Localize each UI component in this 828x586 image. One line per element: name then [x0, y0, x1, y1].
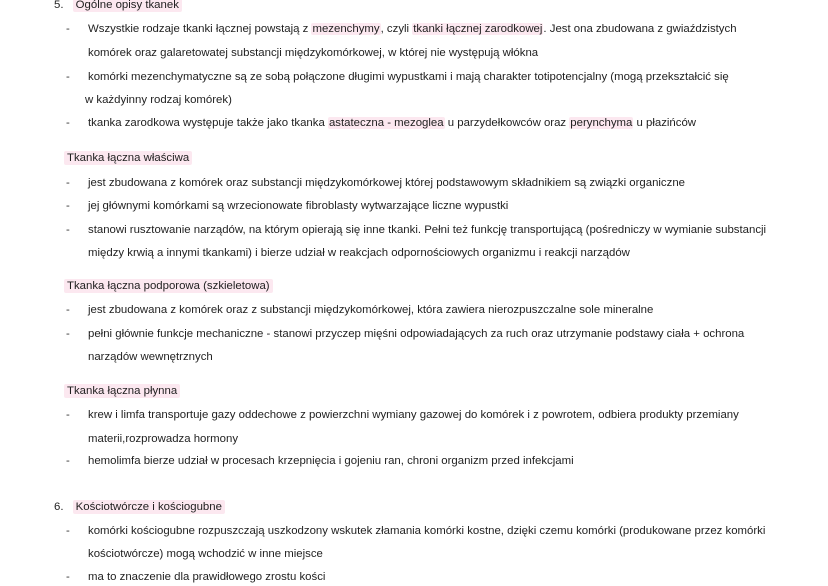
list-item-continuation: kościotwórcze) mogą wchodzić w inne miejsce	[88, 548, 323, 560]
highlight-mezoglea: astateczna - mezoglea	[328, 117, 444, 129]
section-6-heading	[54, 501, 225, 513]
section-title: Kościotwórcze i kościogubne	[73, 500, 225, 514]
text: u płazińców	[633, 117, 697, 129]
list-item-continuation: materii,rozprowadza hormony	[88, 433, 239, 445]
list-item: jest zbudowana z komórek oraz substancji międzykomórkowej której podstawowym składnikiem są związki organiczne	[88, 177, 685, 189]
bullet-dash: -	[66, 304, 70, 316]
bullet-dash: -	[66, 117, 70, 129]
subheading-plynna: Tkanka łączna płynna	[64, 384, 180, 398]
list-item-continuation: między krwią a innymi tkankami) i bierze udział w reakcjach odpornościowych organizmu i reakcji narządów	[88, 247, 630, 259]
subheading-podporowa: Tkanka łączna podporowa (szkieletowa)	[64, 279, 273, 293]
list-item: hemolimfa bierze udział w procesach krzepnięcia i gojeniu ran, chroni organizm przed infekcjami	[88, 455, 574, 467]
bullet-dash: -	[66, 23, 70, 35]
text: u parzydełkowców oraz	[444, 117, 570, 129]
text: . Jest ona zbudowana z gwiaździstych	[543, 23, 737, 35]
highlight-mezenchymy: mezenchymy	[312, 23, 380, 35]
bullet-dash: -	[66, 455, 70, 467]
bullet-dash: -	[66, 571, 70, 583]
highlight-perynchyma: perynchyma	[570, 117, 633, 129]
section-number: 5.	[54, 0, 64, 11]
list-item: stanowi rusztowanie narządów, na którym opierają się inne tkanki. Pełni też funkcję transportującą (pośredniczy w wymianie substancji	[88, 224, 767, 236]
bullet-dash: -	[66, 71, 70, 83]
list-item: komórki mezenchymatyczne są ze sobą połączone długimi wypustkami i mają charakter totipotencjalny (mogą przekształcić się	[88, 71, 729, 83]
list-item: jest zbudowana z komórek oraz z substancji międzykomórkowej, która zawiera nierozpuszczalne sole mineralne	[88, 304, 654, 316]
text: , czyli	[380, 23, 413, 35]
bullet-dash: -	[66, 328, 70, 340]
section-number: 6.	[54, 501, 64, 513]
bullet-dash: -	[66, 177, 70, 189]
highlight-tkanki-zarodkowej: tkanki łącznej zarodkowej	[413, 23, 543, 35]
list-item: jej głównymi komórkami są wrzecionowate fibroblasty wytwarzające liczne wypustki	[88, 200, 509, 212]
subheading-wlasciwa: Tkanka łączna właściwa	[64, 151, 192, 165]
list-item-continuation: narządów wewnętrznych	[88, 351, 213, 363]
bullet-dash: -	[66, 200, 70, 212]
list-item: komórki kościogubne rozpuszczają uszkodzony wskutek złamania komórki kostne, dzięki czemu komórki (produkowane przez komórki	[88, 525, 766, 537]
list-item: krew i limfa transportuje gazy oddechowe z powierzchni wymiany gazowej do komórek i z powrotem, odbiera produkty przemiany	[88, 409, 739, 421]
bullet-dash: -	[66, 409, 70, 421]
list-item-continuation: komórek oraz galaretowatej substancji międzykomórkowej, w której nie występują włókna	[88, 47, 539, 59]
text: tkanka zarodkowa występuje także jako tkanka	[88, 117, 328, 129]
list-item: ma to znaczenie dla prawidłowego zrostu kości	[88, 571, 326, 583]
list-item-continuation: w każdyinny rodzaj komórek)	[85, 94, 232, 106]
list-item: pełni głównie funkcje mechaniczne - stanowi przyczep mięśni odpowiadających za ruch oraz utrzymanie podstawy ciała + ochrona	[88, 328, 745, 340]
text: Wszystkie rodzaje tkanki łącznej powstają z	[88, 23, 312, 35]
list-item	[88, 117, 696, 129]
section-5-heading	[54, 0, 182, 11]
list-item	[88, 23, 737, 35]
bullet-dash: -	[66, 224, 70, 236]
section-title: Ogólne opisy tkanek	[73, 0, 182, 12]
bullet-dash: -	[66, 525, 70, 537]
